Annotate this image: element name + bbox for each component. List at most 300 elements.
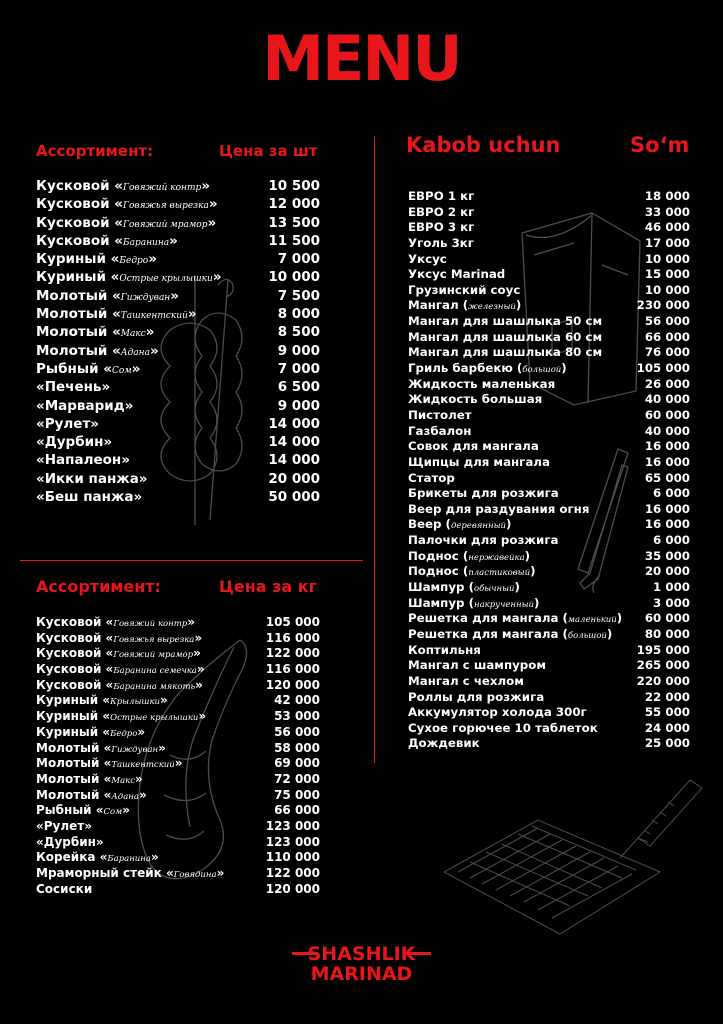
item-price: 14 000 — [268, 452, 320, 469]
menu-item — [408, 658, 690, 674]
menu-title: MENU — [262, 22, 461, 95]
item-price: 6 500 — [277, 379, 320, 396]
item-price: 75 000 — [274, 787, 320, 802]
item-price: 123 000 — [265, 834, 320, 849]
item-name-close: » — [122, 803, 130, 818]
item-name-close: ) — [514, 580, 520, 595]
item-name: Гриль барбекю ( — [408, 361, 523, 376]
menu-item — [408, 611, 690, 627]
menu-item — [408, 361, 690, 377]
item-name: Брикеты для розжига — [408, 486, 559, 501]
menu-item — [36, 850, 320, 866]
menu-item — [408, 517, 690, 533]
item-price: 15 000 — [644, 267, 690, 282]
item-name: Решетка для мангала ( — [408, 626, 568, 641]
item-variant: Баранина семечка — [113, 666, 197, 677]
item-name: Кусковой « — [36, 214, 123, 231]
item-name-close: » — [158, 740, 166, 755]
item-name: Мангал для шашлыка 50 см — [408, 314, 603, 329]
item-variant: обычный — [473, 584, 515, 595]
item-variant: Бедро — [119, 256, 149, 267]
item-name: Кусковой « — [36, 232, 123, 249]
item-price: 80 000 — [644, 626, 690, 641]
menu-item — [36, 397, 320, 415]
item-name-close: ) — [530, 564, 536, 579]
item-name: «Рулет» — [36, 818, 93, 833]
item-name: ЕВРО 1 кг — [408, 189, 475, 203]
item-name: Кусковой « — [36, 615, 114, 629]
item-name: «Беш панжа» — [36, 489, 143, 506]
item-variant: Бедро — [110, 728, 138, 739]
menu-item — [36, 378, 320, 396]
item-price: 116 000 — [265, 662, 320, 677]
item-price: 8 000 — [277, 306, 320, 323]
menu-item — [36, 287, 320, 305]
item-name: «Икки панжа» — [36, 470, 148, 487]
item-name: Куриный « — [36, 269, 120, 286]
menu-item — [36, 415, 320, 433]
menu-item — [36, 360, 320, 378]
item-name-close: » — [160, 693, 168, 708]
item-name: Уголь 3кг — [408, 235, 474, 250]
item-name: Шампур ( — [408, 580, 474, 595]
item-name-close: » — [195, 677, 203, 692]
menu-item — [408, 721, 690, 737]
menu-item — [408, 627, 690, 643]
vertical-divider — [374, 136, 375, 763]
item-name: Пистолет — [408, 407, 472, 422]
item-name: ЕВРО 2 кг — [408, 204, 475, 219]
section3-currency-label: So‘m — [630, 133, 690, 157]
item-price: 105 000 — [265, 615, 320, 629]
item-price: 72 000 — [274, 771, 320, 786]
item-name: Кусковой « — [36, 196, 123, 213]
item-variant: Макс — [120, 329, 146, 340]
grill-grate-illustration — [440, 772, 705, 947]
menu-item — [408, 455, 690, 471]
item-name-close: » — [193, 646, 201, 661]
item-name: Сосиски — [36, 881, 93, 896]
menu-item — [408, 189, 690, 205]
section3-price-list — [408, 189, 690, 752]
menu-item — [36, 615, 320, 631]
item-name: Молотый « — [36, 756, 112, 771]
item-price: 10 500 — [268, 178, 320, 194]
item-price: 265 000 — [636, 658, 690, 673]
item-price: 110 000 — [265, 850, 320, 865]
item-price: 120 000 — [265, 881, 320, 896]
item-price: 18 000 — [644, 189, 690, 203]
item-name: «Дурбин» — [36, 834, 104, 849]
item-name-close: » — [187, 306, 197, 323]
item-name: Веер ( — [408, 517, 451, 532]
menu-item — [36, 433, 320, 451]
item-name: Мраморный стейк « — [36, 866, 174, 880]
menu-item — [36, 342, 320, 360]
item-name-close: ) — [515, 298, 522, 313]
item-name-close: » — [145, 324, 155, 341]
item-price: 10 000 — [268, 269, 320, 286]
section2-price-label: Цена за кг — [219, 577, 317, 596]
item-name-close: » — [212, 269, 222, 286]
item-name-close: » — [150, 850, 159, 865]
item-name: Коптильня — [408, 642, 481, 657]
item-price: 14 000 — [268, 415, 320, 432]
item-name-close: » — [149, 342, 159, 359]
menu-item — [36, 709, 320, 725]
item-variant: Говяжий контр — [113, 619, 188, 629]
menu-item — [36, 470, 320, 488]
item-name: Кусковой « — [36, 646, 114, 661]
item-price: 7 500 — [277, 287, 320, 304]
menu-item — [408, 549, 690, 565]
item-name-close: ) — [524, 548, 531, 563]
item-price: 3 000 — [653, 595, 690, 610]
item-variant: Говяжья вырезка — [122, 201, 209, 212]
menu-item — [36, 882, 320, 898]
menu-item — [36, 177, 320, 195]
item-price: 16 000 — [644, 439, 690, 454]
menu-item — [36, 693, 320, 709]
item-name: Мангал с шампуром — [408, 658, 546, 673]
item-price: 24 000 — [644, 720, 690, 735]
item-name: Молотый « — [36, 287, 121, 304]
item-name: Куриный « — [36, 709, 111, 724]
item-name: «Рулет» — [36, 415, 100, 432]
item-price: 66 000 — [274, 803, 320, 818]
item-price: 42 000 — [274, 693, 320, 708]
item-price: 40 000 — [644, 392, 690, 407]
item-name: Молотый « — [36, 740, 112, 755]
section1-price-list — [36, 177, 320, 506]
item-variant: пластиковый — [468, 568, 531, 579]
menu-item — [36, 195, 320, 213]
item-price: 9 000 — [277, 397, 320, 414]
item-name: Кусковой « — [36, 662, 114, 677]
menu-item — [408, 424, 690, 440]
menu-item — [36, 756, 320, 772]
item-variant: Говяжья вырезка — [113, 634, 195, 645]
menu-item — [408, 236, 690, 252]
section1-price-label: Цена за шт — [219, 142, 318, 160]
menu-item — [408, 674, 690, 690]
menu-item — [36, 488, 320, 506]
item-price: 1 000 — [653, 580, 690, 595]
item-name: Куриный « — [36, 724, 111, 739]
item-name-close: » — [174, 756, 183, 771]
item-price: 16 000 — [644, 501, 690, 516]
menu-item — [408, 471, 690, 487]
menu-item — [36, 323, 320, 341]
item-price: 122 000 — [265, 646, 320, 661]
item-name: Уксус — [408, 251, 447, 266]
menu-item — [408, 220, 690, 236]
item-name: Молотый « — [36, 771, 112, 786]
item-name-close: » — [131, 360, 141, 377]
menu-item — [36, 725, 320, 741]
item-price: 8 500 — [277, 324, 320, 341]
item-name: Статор — [408, 470, 455, 485]
item-name: Мангал для шашлыка 80 см — [408, 345, 603, 360]
menu-item — [408, 705, 690, 721]
item-variant: маленький — [567, 615, 617, 626]
item-price: 195 000 — [636, 642, 690, 657]
item-name: Молотый « — [36, 306, 121, 323]
item-name-close: » — [169, 232, 178, 249]
item-price: 40 000 — [644, 423, 690, 438]
item-price: 6 000 — [653, 486, 690, 501]
item-variant: Адана — [120, 347, 150, 358]
item-price: 11 500 — [268, 232, 320, 249]
menu-item — [36, 803, 320, 819]
item-variant: большой — [522, 365, 562, 376]
item-name-close: » — [207, 214, 217, 231]
item-name: Молотый « — [36, 787, 112, 802]
item-price: 105 000 — [636, 361, 690, 376]
item-variant: Баранина мякоть — [113, 681, 196, 692]
item-price: 10 000 — [644, 251, 690, 266]
item-price: 69 000 — [274, 756, 320, 771]
item-variant: Говяжий мрамор — [122, 219, 208, 230]
menu-item — [408, 564, 690, 580]
item-name-close: » — [134, 771, 143, 786]
item-price: 120 000 — [265, 677, 320, 692]
item-name: ЕВРО 3 кг — [408, 220, 475, 235]
item-price: 46 000 — [644, 220, 690, 235]
item-name: Куриный « — [36, 693, 111, 708]
item-price: 10 000 — [644, 282, 690, 297]
item-name: Палочки для розжига — [408, 533, 559, 548]
menu-item — [408, 330, 690, 346]
menu-item — [408, 690, 690, 706]
menu-item — [408, 267, 690, 283]
item-price: 6 000 — [653, 533, 690, 548]
logo-line1: SHASHLIK — [307, 943, 416, 965]
item-name: Сухое горючее 10 таблеток — [408, 720, 598, 735]
menu-item — [408, 502, 690, 518]
menu-item — [408, 596, 690, 612]
item-name-close: » — [137, 724, 146, 739]
item-variant: Говяжий контр — [122, 183, 202, 193]
item-price: 16 000 — [644, 454, 690, 469]
item-name-close: ) — [606, 626, 613, 641]
item-price: 26 000 — [644, 376, 690, 391]
horizontal-divider — [20, 560, 363, 561]
menu-item — [36, 631, 320, 647]
menu-item — [408, 345, 690, 361]
item-price: 16 000 — [644, 517, 690, 532]
menu-item — [36, 678, 320, 694]
item-price: 7 000 — [277, 360, 320, 377]
item-name-close: ) — [506, 517, 512, 532]
item-name: Кусковой « — [36, 677, 114, 692]
item-price: 13 500 — [268, 214, 320, 231]
menu-item — [36, 772, 320, 788]
section2-assortment-label: Ассортимент: — [36, 577, 161, 596]
menu-item — [408, 439, 690, 455]
menu-item — [408, 283, 690, 299]
item-name-close: » — [187, 615, 196, 629]
item-name: Аккумулятор холода 300г — [408, 705, 587, 720]
item-price: 65 000 — [644, 470, 690, 485]
item-name: Веер для раздувания огня — [408, 501, 590, 516]
item-price: 33 000 — [644, 204, 690, 219]
item-price: 9 000 — [277, 342, 320, 359]
menu-item — [408, 392, 690, 408]
item-name: Мангал ( — [408, 298, 469, 313]
item-variant: Ташкентский — [111, 760, 175, 771]
item-price: 58 000 — [274, 740, 320, 755]
item-price: 230 000 — [636, 298, 690, 313]
item-price: 116 000 — [265, 630, 320, 645]
item-name-close: ) — [534, 595, 540, 610]
item-variant: Макс — [111, 775, 135, 786]
item-price: 20 000 — [644, 564, 690, 579]
item-name: Мангал с чехлом — [408, 673, 524, 688]
item-price: 35 000 — [644, 548, 690, 563]
menu-item — [36, 268, 320, 286]
item-name: Совок для мангала — [408, 439, 539, 454]
item-variant: Сом — [111, 365, 132, 376]
item-name-close: » — [148, 251, 157, 268]
item-price: 25 000 — [644, 736, 690, 751]
item-variant: железный — [468, 302, 516, 313]
item-price: 123 000 — [265, 818, 320, 833]
item-variant: Крылышки — [110, 697, 160, 708]
item-name: Решетка для мангала ( — [408, 611, 568, 626]
menu-item — [408, 408, 690, 424]
item-variant: Гиждуван — [120, 292, 171, 303]
item-name-close: » — [201, 178, 210, 194]
item-variant: Острые крылышки — [119, 274, 213, 285]
item-variant: нержавейка — [468, 552, 525, 563]
item-name-close: » — [198, 709, 207, 724]
menu-item — [36, 250, 320, 268]
item-price: 122 000 — [265, 866, 320, 880]
item-name-close: » — [216, 866, 225, 880]
item-name: Мангал для шашлыка 60 см — [408, 329, 603, 344]
item-name: Газбалон — [408, 423, 472, 438]
menu-item — [36, 662, 320, 678]
item-price: 55 000 — [644, 705, 690, 720]
item-price: 20 000 — [268, 470, 320, 487]
item-price: 12 000 — [268, 196, 320, 213]
item-variant: Острые крылышки — [110, 713, 199, 724]
item-price: 14 000 — [268, 434, 320, 451]
item-variant: Сом — [103, 807, 123, 818]
item-variant: Баранина — [107, 854, 151, 865]
menu-item — [408, 205, 690, 221]
item-name: Поднос ( — [408, 564, 469, 579]
item-name-close: ) — [616, 611, 623, 626]
item-price: 60 000 — [644, 611, 690, 626]
menu-item — [408, 314, 690, 330]
item-name: Уксус Marinad — [408, 267, 506, 282]
item-price: 76 000 — [644, 345, 690, 360]
section1-assortment-label: Ассортимент: — [36, 142, 154, 160]
item-price: 220 000 — [636, 673, 690, 688]
menu-item — [36, 819, 320, 835]
item-price: 17 000 — [644, 235, 690, 250]
item-name: Кусковой « — [36, 178, 123, 194]
item-price: 7 000 — [277, 251, 320, 268]
item-name: Шампур ( — [408, 595, 474, 610]
item-name: Грузинский соус — [408, 282, 521, 297]
item-price: 56 000 — [274, 724, 320, 739]
item-price: 53 000 — [274, 709, 320, 724]
item-name-close: » — [194, 630, 203, 645]
item-price: 50 000 — [268, 489, 320, 506]
item-price: 22 000 — [644, 689, 690, 704]
item-name: «Дурбин» — [36, 434, 113, 451]
menu-item — [36, 741, 320, 757]
item-name: Жидкость маленькая — [408, 376, 556, 391]
menu-item — [36, 214, 320, 232]
menu-item — [36, 232, 320, 250]
item-name-close: » — [196, 662, 205, 677]
menu-item — [36, 788, 320, 804]
item-name: Дождевик — [408, 736, 480, 751]
menu-item — [408, 486, 690, 502]
menu-item — [408, 643, 690, 659]
item-name: Роллы для розжига — [408, 689, 545, 704]
item-name: Кусковой « — [36, 630, 114, 645]
item-price: 66 000 — [644, 329, 690, 344]
section3-kabob-label: Kabob uchun — [406, 133, 561, 157]
brand-logo — [0, 944, 723, 984]
item-variant: Говяжий мрамор — [113, 650, 194, 661]
menu-item — [408, 298, 690, 314]
item-price: 56 000 — [644, 314, 690, 329]
item-price: 60 000 — [644, 407, 690, 422]
item-variant: Ташкентский — [120, 311, 188, 322]
item-name-close: ) — [561, 361, 567, 376]
item-variant: накрученный — [473, 599, 534, 610]
item-name: «Напалеон» — [36, 452, 130, 469]
item-variant: деревянный — [450, 521, 506, 532]
menu-item — [36, 866, 320, 882]
item-variant: Баранина — [122, 237, 170, 248]
item-name: Рыбный « — [36, 803, 104, 818]
item-name: Молотый « — [36, 324, 121, 341]
item-variant: Адана — [111, 791, 139, 802]
item-name: Жидкость большая — [408, 392, 543, 407]
item-name: Поднос ( — [408, 548, 469, 563]
item-name-close: » — [170, 287, 179, 304]
menu-item — [408, 533, 690, 549]
menu-item — [408, 736, 690, 752]
item-name: «Марварид» — [36, 397, 134, 414]
menu-item — [36, 646, 320, 662]
item-name-close: » — [138, 787, 147, 802]
item-name: Корейка « — [36, 850, 108, 865]
item-name: «Печень» — [36, 379, 111, 396]
menu-item — [408, 580, 690, 596]
item-name: Молотый « — [36, 342, 121, 359]
section2-price-list — [36, 615, 320, 897]
menu-item — [408, 377, 690, 393]
menu-item — [36, 305, 320, 323]
item-variant: большой — [567, 630, 607, 641]
item-name: Куриный « — [36, 251, 120, 268]
logo-line2: MARINAD — [310, 963, 413, 985]
item-name: Щипцы для мангала — [408, 454, 550, 469]
item-variant: Говядина — [173, 870, 217, 880]
item-name: Рыбный « — [36, 360, 112, 377]
menu-item — [36, 451, 320, 469]
item-name-close: » — [208, 196, 218, 213]
menu-item — [408, 252, 690, 268]
